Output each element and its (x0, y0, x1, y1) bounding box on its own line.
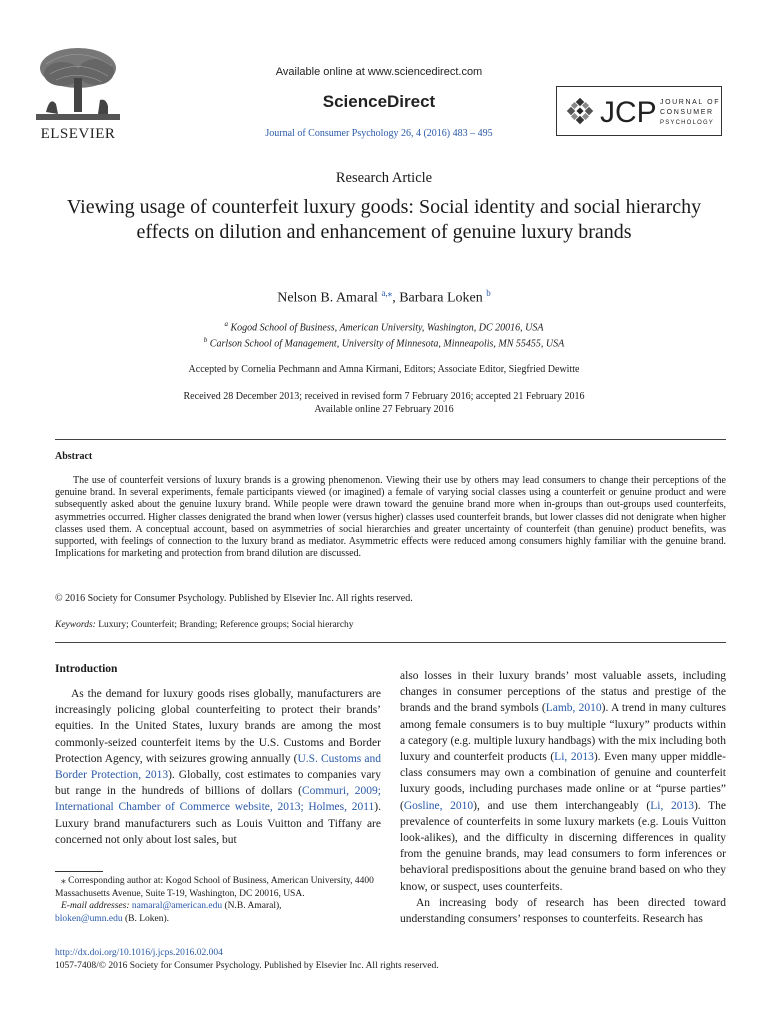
footnote-rule (55, 871, 103, 872)
paragraph-text: ). Globally, cost estimates to companies vary but range in the hundreds of billions of dollars ( (55, 769, 382, 798)
jcp-letters: JCP (600, 96, 657, 129)
affiliation-line: $^a$ Kogod School of Business, American University, Washington, DC 20016, USA (224, 320, 544, 334)
intro-paragraph-continued (400, 668, 726, 895)
jcp-name-line-3: PSYCHOLOGY (660, 120, 715, 126)
citation-link[interactable]: U.S. Customs and Border Protection, 2013 (55, 752, 381, 782)
author-marks[interactable]: a,⁎ (381, 288, 393, 298)
paragraph-text: ). The prevalence of counterfeits in some luxury markets (e.g. Louis Vuitton look-alikes), and the difficulty in discerning differences in quality from the genuine brands, may lead consumers to form inferences or behavioral predispositions about the genuine brand based on who they know, or suspect, uses counterfeits. (400, 799, 726, 893)
available-online-text[interactable]: Available online at www.sciencedirect.com (275, 66, 483, 78)
available-date: Available online 27 February 2016 (314, 404, 454, 415)
affiliation-line: $^b$ Carlson School of Management, University of Minnesota, Minneapolis, MN 55455, USA (203, 336, 565, 350)
intro-paragraph (55, 686, 381, 848)
citation-link[interactable]: Li, 2013 (554, 751, 594, 764)
jcp-name-line-1: JOURNAL OF (660, 99, 721, 106)
right-column (400, 668, 726, 927)
intro-paragraph: An increasing body of research has been directed toward understanding consumers’ responses to counterfeits. Research has (400, 896, 726, 926)
abstract-top-rule (55, 439, 726, 440)
editors-line: Accepted by Cornelia Pechmann and Amna Kirmani, Editors; Associate Editor, Siegfried Dewitte (188, 364, 580, 375)
paragraph-text: ), and use them interchangeably ( (473, 799, 651, 812)
author-marks[interactable]: b (486, 288, 491, 298)
email-link[interactable]: namaral@american.edu (131, 901, 223, 911)
jcp-name-line-2: CONSUMER (660, 109, 714, 116)
corresponding-author-note: ⁎ Corresponding author at: Kogod School of Business, American University, 4400 Massachusetts Avenue, Suite T-19, Washington, DC 20016, USA. (55, 876, 374, 899)
paragraph-text: As the demand for luxury goods rises globally, manufacturers are increasingly policing global counterfeiting to protect their brands’ equities. In the United States, luxury brands are among the most commonly-seized counterfeit items by the U.S. Customs and Border Protection Agency, with seizures growing annually ( (55, 688, 381, 765)
citation-link[interactable]: Commuri, 2009; International Chamber of Commerce website, 2013; Holmes, 2011 (55, 785, 382, 814)
email-line: E-mail addresses: namaral@american.edu (N.B. Amaral), (61, 901, 282, 911)
abstract-copyright: © 2016 Society for Consumer Psychology. Published by Elsevier Inc. All rights reserved. (55, 593, 413, 604)
email-line: bloken@umn.edu (B. Loken). (55, 913, 170, 924)
paragraph-text: ). A trend in many cultures among female consumers is to buy multiple “luxury” products within a category (e.g. multiple luxury handbags) with the mix including both luxury and counterfeit products ( (400, 702, 726, 764)
abstract-text: The use of counterfeit versions of luxury brands is a growing phenomenon. Viewing their use by others may lead consumers to change their perceptions of the genuine brand. In several experiments, female participants viewed (or imagined) a female of varying social classes using a counterfeit or genuine product and were subsequently asked about the genuine luxury brand. While people were drawn toward the genuine brand more when in-groups than out-groups used counterfeits, asymmetries occurred. Higher classes denigrated the brand when lower (versus higher) classes used counterfeit brands, but lower classes did not denigrate when higher classes used them. A conceptual account, based on asymmetries of social hierarchies and greater uncertainty of counterfeit (than genuine) product benefits, was supported, with feelings of connection to the luxury brand as mediator. Asymmetric effects were reduced among consumers highly familiar with the genuine brand. Implications for marketing and protection from brand dilution are discussed. (55, 475, 726, 560)
keywords-list: Luxury; Counterfeit; Branding; Reference groups; Social hierarchy (98, 620, 354, 630)
article-type: Research Article (335, 170, 433, 186)
author-list: Nelson B. Amaral $^{a,⁎}$, Barbara Loken $^b$ (277, 288, 491, 306)
abstract-heading: Abstract (55, 451, 93, 462)
left-column (55, 686, 381, 848)
article-title: Viewing usage of counterfeit luxury goods: Social identity and social hierarchy effects on dilution and enhancement of genuine luxury brands (66, 196, 702, 243)
keywords-label: Keywords: (55, 620, 96, 630)
received-dates: Received 28 December 2013; received in revised form 7 February 2016; accepted 21 February 2016 (183, 391, 585, 402)
citation-link[interactable]: Li, 2013 (650, 799, 694, 812)
affiliations (60, 318, 708, 351)
author-name[interactable]: Nelson B. Amaral (277, 290, 378, 306)
abstract-bottom-rule (55, 642, 726, 643)
citation-link[interactable]: Lamb, 2010 (545, 702, 602, 715)
keywords-line (55, 620, 726, 630)
doi-link[interactable]: http://dx.doi.org/10.1016/j.jcps.2016.02.004 (55, 948, 223, 958)
publisher-name: ELSEVIER (40, 126, 116, 142)
paragraph-text: also losses in their luxury brands’ most valuable assets, including changes in consumer perceptions of the status and prestige of the brands and the brand symbols ( (400, 670, 726, 715)
sciencedirect-logo: ScienceDirect (322, 92, 436, 111)
journal-reference-link[interactable]: Journal of Consumer Psychology 26, 4 (2016) 483 – 495 (265, 128, 493, 139)
footnote (55, 875, 381, 925)
paragraph-text: ). Even many upper middle-class consumers may own a combination of genuine and counterfeit luxury goods, including purchases made online or at “purse parties” ( (400, 751, 726, 812)
jcp-journal-logo (556, 86, 722, 136)
introduction-heading: Introduction (55, 663, 118, 675)
author-name[interactable]: Barbara Loken (399, 290, 483, 306)
citation-link[interactable]: Gosline, 2010 (403, 799, 474, 812)
email-link[interactable]: bloken@umn.edu (55, 913, 123, 924)
paragraph-text: ). Luxury brand manufacturers such as Louis Vuitton and Tiffany are concerned not only about lost sales, but (55, 801, 381, 846)
issn-copyright: 1057-7408/© 2016 Society for Consumer Psychology. Published by Elsevier Inc. All rights reserved. (55, 961, 439, 971)
article-dates (60, 390, 708, 416)
